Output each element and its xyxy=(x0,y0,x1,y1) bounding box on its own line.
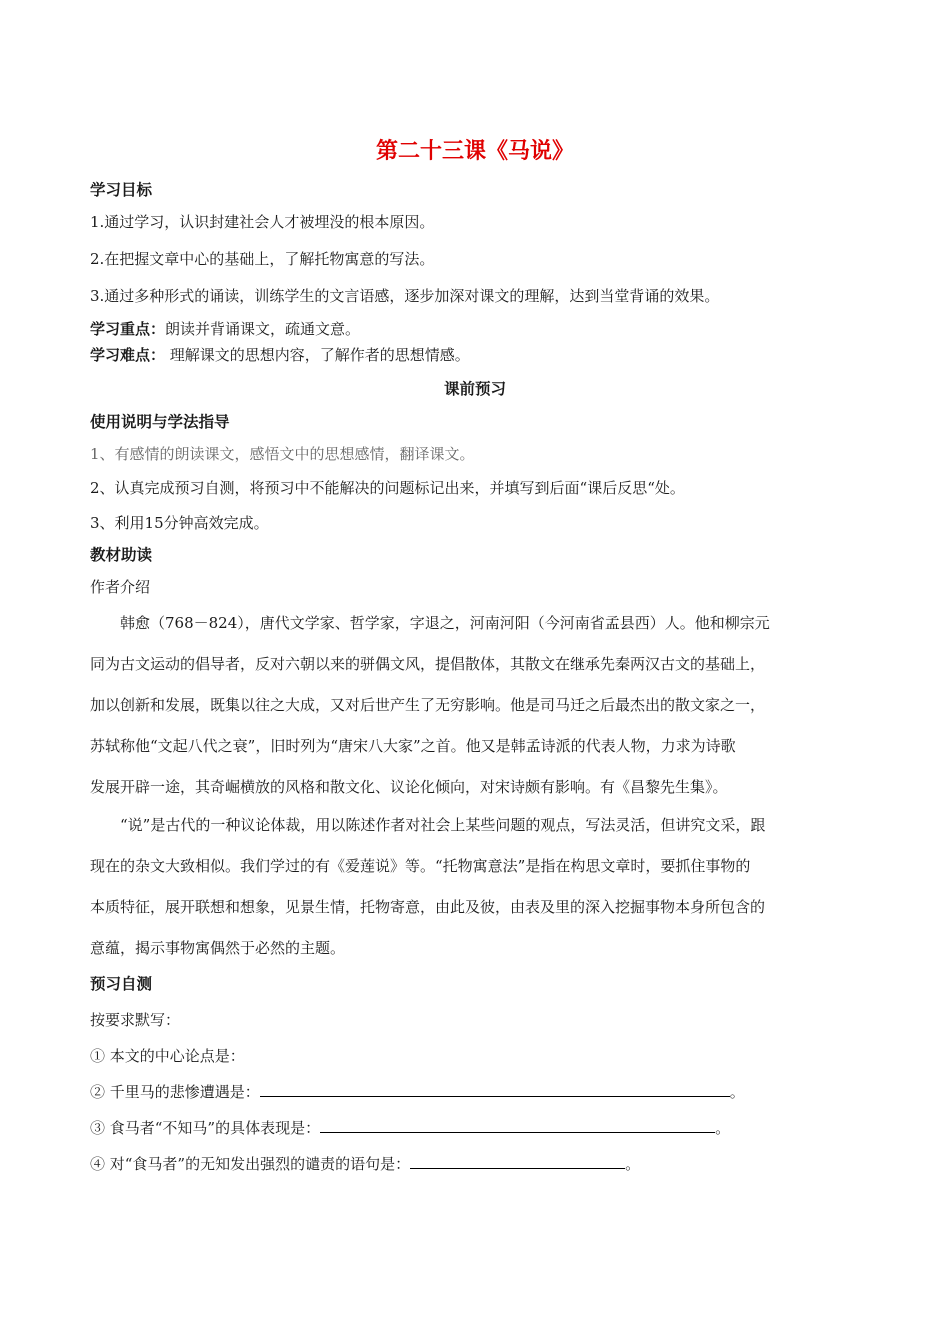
answer-blank[interactable] xyxy=(320,1118,715,1133)
genre-paragraph-line: “说”是古代的一种议论体裁，用以陈述作者对社会上某些问题的观点，写法灵活，但讲究文采，跟 xyxy=(120,816,766,834)
difficult-point xyxy=(90,344,470,365)
author-paragraph-line: 发展开辟一途，其奇崛横放的风格和散文化、议论化倾向，对宋诗颇有影响。有《昌黎先生集》。 xyxy=(90,778,728,796)
self-test-item xyxy=(90,1045,245,1066)
self-test-item-label: ② 千里马的悲惨遭遇是： xyxy=(90,1083,260,1101)
objectives-heading: 学习目标 xyxy=(90,180,153,199)
genre-paragraph-line: 本质特征，展开联想和想象，见景生情，托物寄意，由此及彼，由表及里的深入挖掘事物本身所包含的 xyxy=(90,898,766,916)
key-point-text: 朗读并背诵课文，疏通文意。 xyxy=(165,320,361,338)
self-test-item-suffix: 。 xyxy=(729,1083,745,1101)
reading-heading: 教材助读 xyxy=(90,545,153,564)
key-point-label: 学习重点： xyxy=(90,320,166,338)
guide-item: 2、认真完成预习自测，将预习中不能解决的问题标记出来，并填写到后面“课后反思“处。 xyxy=(90,479,685,497)
answer-blank[interactable] xyxy=(410,1154,625,1169)
objective-item: 3.通过多种形式的诵读，训练学生的文言语感，逐步加深对课文的理解，达到当堂背诵的效果。 xyxy=(90,287,720,305)
author-label: 作者介绍 xyxy=(90,578,151,596)
difficult-point-text: 理解课文的思想内容，了解作者的思想情感。 xyxy=(165,346,470,364)
objective-item: 1.通过学习，认识封建社会人才被埋没的根本原因。 xyxy=(90,213,435,231)
difficult-point-label: 学习难点： xyxy=(90,346,166,364)
self-test-instruction: 按要求默写： xyxy=(90,1011,181,1029)
self-test-item xyxy=(90,1153,640,1174)
guide-item: 1、有感情的朗读课文，感悟文中的思想感情，翻译课文。 xyxy=(90,445,475,463)
objective-item: 2.在把握文章中心的基础上，了解托物寓意的写法。 xyxy=(90,250,435,268)
guide-item: 3、利用15分钟高效完成。 xyxy=(90,514,269,532)
self-test-item-label: ③ 食马者“不知马”的具体表现是： xyxy=(90,1119,321,1137)
preview-heading: 课前预习 xyxy=(443,379,506,398)
self-test-item-label: ④ 对“食马者”的无知发出强烈的谴责的语句是： xyxy=(90,1155,411,1173)
guide-heading: 使用说明与学法指导 xyxy=(90,412,230,431)
self-test-item xyxy=(90,1117,730,1138)
genre-paragraph-line: 意蕴，揭示事物寓偶然于必然的主题。 xyxy=(90,939,346,957)
self-test-item-suffix: 。 xyxy=(715,1119,731,1137)
answer-blank[interactable] xyxy=(260,1082,730,1097)
author-paragraph-line: 苏轼称他“文起八代之衰”，旧时列为“唐宋八大家”之首。他又是韩孟诗派的代表人物，力求为诗歌 xyxy=(90,737,736,755)
self-test-item-label: ① 本文的中心论点是： xyxy=(90,1047,245,1065)
self-test-heading: 预习自测 xyxy=(90,974,153,993)
author-paragraph-line: 韩愈（768－824），唐代文学家、哲学家，字退之，河南河阳（今河南省孟县西）人。他和柳宗元 xyxy=(120,614,770,632)
self-test-item xyxy=(90,1081,745,1102)
page-title: 第二十三课《马说》 xyxy=(375,138,574,164)
author-paragraph-line: 加以创新和发展，既集以往之大成，又对后世产生了无穷影响。他是司马迁之后最杰出的散文家之一， xyxy=(90,696,766,714)
author-paragraph-line: 同为古文运动的倡导者，反对六朝以来的骈偶文风，提倡散体，其散文在继承先秦两汉古文的基础上， xyxy=(90,655,766,673)
self-test-item-suffix: 。 xyxy=(625,1155,641,1173)
key-point xyxy=(90,318,360,339)
genre-paragraph-line: 现在的杂文大致相似。我们学过的有《爱莲说》等。“托物寓意法”是指在构思文章时，要抓住事物的 xyxy=(90,857,751,875)
